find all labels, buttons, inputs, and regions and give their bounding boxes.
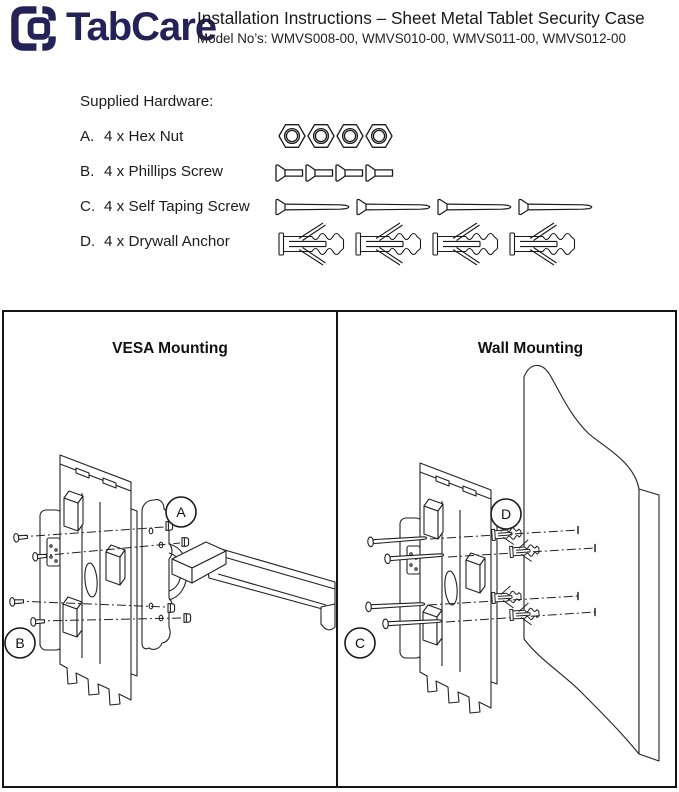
item-letter: A. (80, 128, 95, 145)
vesa-mounting-panel (4, 312, 338, 786)
callout-d-label: D (500, 506, 512, 522)
drywall-anchor-icon (277, 221, 582, 267)
supplied-hardware-heading: Supplied Hardware: (80, 93, 214, 110)
item-letter: B. (80, 163, 95, 180)
panel-title: Wall Mounting (477, 340, 584, 357)
item-label: 4 x Hex Nut (104, 128, 184, 145)
vesa-mounting-diagram (4, 312, 336, 786)
item-label: 4 x Phillips Screw (104, 163, 224, 180)
mounting-panels (2, 310, 677, 788)
logo-wordmark: TabCare (66, 5, 217, 49)
item-label: 4 x Drywall Anchor (104, 233, 230, 250)
monitor-arm (172, 542, 335, 630)
hardware-item-self-taping-screw (80, 198, 250, 215)
self-taping-screw-icon (275, 195, 600, 219)
callout-d (491, 499, 521, 529)
callout-c-label: C (354, 635, 366, 651)
item-letter: C. (80, 198, 96, 215)
page-title: Installation Instructions – Sheet Metal Tablet Security Case (197, 8, 645, 28)
wall (524, 365, 659, 761)
item-label: 4 x Self Taping Screw (104, 198, 250, 215)
callout-b (5, 628, 35, 658)
wall-mounting-panel (338, 312, 675, 786)
phillips-screw-icon (275, 160, 397, 186)
hardware-item-phillips-screw (80, 163, 223, 180)
hardware-item-hex-nut (80, 128, 183, 145)
tabcare-logo-icon (10, 5, 57, 52)
security-case-plate (400, 463, 497, 713)
callout-a-label: A (176, 504, 186, 520)
callout-b-label: B (15, 635, 25, 651)
panel-title: VESA Mounting (112, 340, 228, 357)
item-letter: D. (80, 233, 96, 250)
callout-c (345, 628, 375, 658)
hex-nut-icon (277, 121, 397, 151)
wall-mounting-diagram (338, 312, 675, 786)
document-header (197, 8, 675, 47)
model-numbers: Model No’s: WMVS008-00, WMVS010-00, WMVS011-00, WMVS012-00 (197, 31, 626, 46)
callout-a (166, 497, 196, 527)
security-case-plate (40, 455, 137, 705)
hardware-item-drywall-anchor (80, 233, 230, 250)
